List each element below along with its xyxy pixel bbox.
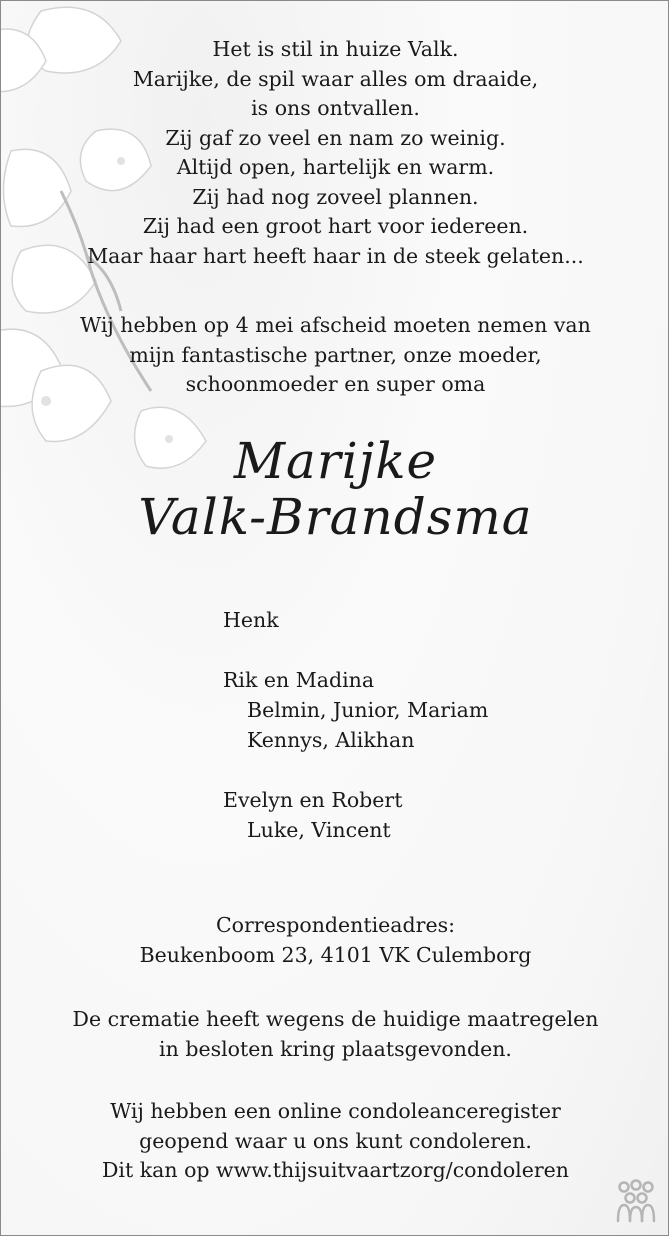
correspondence-label: Correspondentieadres:: [215, 913, 456, 937]
poem-line: is ons ontvallen.: [251, 96, 420, 120]
family-children: Belmin, Junior, Mariam: [247, 698, 489, 722]
poem-line: Maar haar hart heeft haar in de steek gelaten...: [87, 243, 584, 268]
condolence-line: Dit kan op www.thijsuitvaartzorg/condoleren: [101, 1158, 570, 1182]
poem: [1, 35, 669, 271]
people-group-icon: [613, 1179, 659, 1223]
cremation-line: De crematie heeft wegens de huidige maatregelen: [72, 1007, 599, 1031]
announcement-line: mijn fantastische partner, onze moeder,: [129, 342, 542, 367]
cremation-notice: [1, 1005, 669, 1064]
cremation-line: in besloten kring plaatsgevonden.: [159, 1036, 512, 1061]
family-list: [223, 605, 488, 845]
announcement-line: Wij hebben op 4 mei afscheid moeten nemen van: [80, 313, 591, 337]
condolence-notice: [1, 1097, 669, 1186]
condolence-line: Wij hebben een online condoleanceregister: [110, 1099, 561, 1123]
announcement: [1, 311, 669, 400]
poem-line: Het is stil in huize Valk.: [212, 37, 459, 61]
deceased-last-name: Valk-Brandsma: [138, 488, 533, 546]
poem-line: Zij gaf zo veel en nam zo weinig.: [165, 125, 506, 150]
deceased-first-name: Marijke: [233, 432, 438, 490]
family-parents: Evelyn en Robert: [223, 788, 403, 812]
family-children: Kennys, Alikhan: [247, 728, 415, 752]
poem-line: Zij had een groot hart voor iedereen.: [142, 214, 529, 238]
family-parents: Rik en Madina: [223, 668, 375, 692]
poem-line: Altijd open, hartelijk en warm.: [176, 155, 495, 179]
poem-line: Marijke, de spil waar alles om draaide,: [132, 66, 539, 91]
family-children: Luke, Vincent: [247, 818, 391, 842]
correspondence-address: Beukenboom 23, 4101 VK Culemborg: [139, 942, 532, 967]
condolence-line: geopend waar u ons kunt condoleren.: [139, 1128, 532, 1153]
poem-line: Zij had nog zoveel plannen.: [192, 184, 479, 209]
correspondence: [1, 911, 669, 970]
announcement-line: schoonmoeder en super oma: [185, 372, 486, 396]
family-partner: Henk: [223, 608, 279, 632]
